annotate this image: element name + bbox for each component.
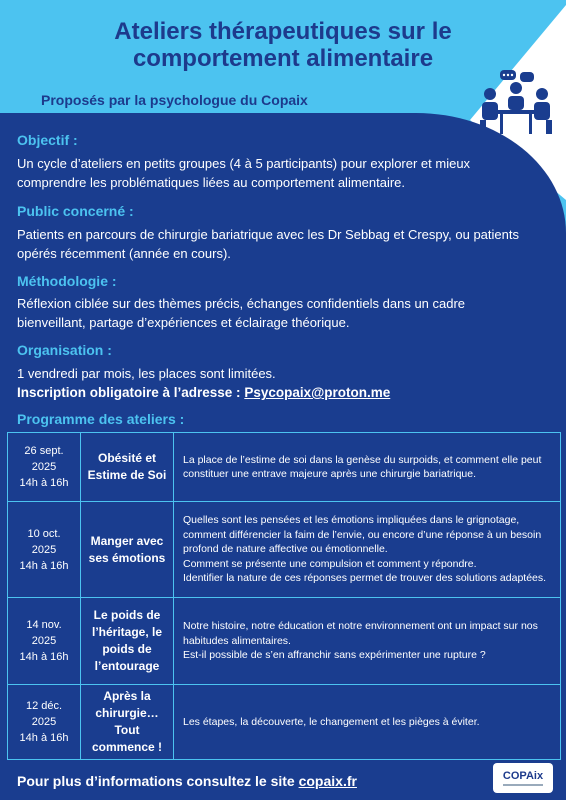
date-day: 12 déc. [25,700,63,712]
table-row [8,598,560,685]
public-heading: Public concerné : [17,203,134,219]
table-row [8,433,560,502]
date-cell [8,433,81,501]
description-line: Les étapes, la découverte, le changement et les pièges à éviter. [183,715,480,728]
description-cell [174,598,560,684]
date-day: 26 sept. [24,445,64,457]
logo-underline [503,784,543,786]
table-row [8,502,560,598]
website-link[interactable]: copaix.fr [298,773,357,789]
theme-cell: Le poids de l’héritage, le poids de l’entourage [81,598,174,684]
description-line: Est-il possible de s’en affranchir sans expérimenter une rupture ? [183,649,486,662]
description-line: Quelles sont les pensées et les émotions impliquées dans le grignotage, comment différencier la faim de l’envie, ou encore d’une réponse à un besoin profond de nature affective ou émotionnelle. [183,514,542,556]
copaix-logo [493,763,553,793]
date-year: 2025 [31,461,57,473]
email-link[interactable]: Psycopaix@proton.me [244,385,391,400]
description-line: Identifier la nature de ces réponses permet de trouver des solutions adaptées. [183,572,547,585]
description-cell [174,685,560,759]
date-cell [8,598,81,684]
programme-heading: Programme des ateliers : [17,411,185,427]
inscription-label: Inscription obligatoire à l’adresse : [17,385,245,400]
objectif-text: Un cycle d’ateliers en petits groupes (4 à 5 participants) pour explorer et mieux comprendre les problématiques liées au comportement alimentaire. [17,156,471,190]
time-range: 14h à 16h [19,651,69,663]
date-year: 2025 [31,716,57,728]
time-range: 14h à 16h [19,559,69,572]
date-day: 14 nov. [26,619,62,631]
theme-cell: Manger avec ses émotions [81,502,174,597]
programme-table [7,432,561,760]
date-year: 2025 [31,635,57,647]
group-meeting-icon [478,70,554,136]
time-range: 14h à 16h [19,477,69,489]
organisation-line1: 1 vendredi par mois, les places sont limitées. [17,366,276,381]
date-cell [8,502,81,597]
date-year: 2025 [31,543,57,556]
organisation-line2 [17,383,537,402]
date-cell [8,685,81,759]
theme-cell: Après la chirurgie… Tout commence ! [81,685,174,759]
table-row [8,685,560,759]
footer-text: Pour plus d’informations consultez le site [17,773,299,789]
theme-cell: Obésité et Estime de Soi [81,433,174,501]
description-line: Notre histoire, notre éducation et notre environnement ont un impact sur nos habitudes alimentaires. [183,620,538,647]
description-line: La place de l’estime de soi dans la genèse du surpoids, et comment elle peut constituer une entrave majeure après une chirurgie bariatrique. [183,453,542,480]
subtitle: Proposés par la psychologue du Copaix [41,92,308,108]
methodologie-heading: Méthodologie : [17,273,117,289]
page-title: Ateliers thérapeutiques sur le comportement alimentaire [114,18,452,72]
time-range: 14h à 16h [19,732,69,744]
organisation-heading: Organisation : [17,342,112,358]
objectif-heading: Objectif : [17,132,78,148]
description-cell [174,502,560,597]
methodologie-text: Réflexion ciblée sur des thèmes précis, échanges confidentiels dans un cadre bienveillant, partage d’expériences et éclairage théorique. [17,296,466,330]
public-text: Patients en parcours de chirurgie bariatrique avec les Dr Sebbag et Crespy, ou patients opérés récemment (année en cours). [17,227,519,261]
logo-text: COPAix [502,770,544,782]
description-cell [174,433,560,501]
footer [17,773,357,789]
date-day: 10 oct. [27,527,61,540]
description-line: Comment se présente une compulsion et comment y répondre. [183,557,477,570]
